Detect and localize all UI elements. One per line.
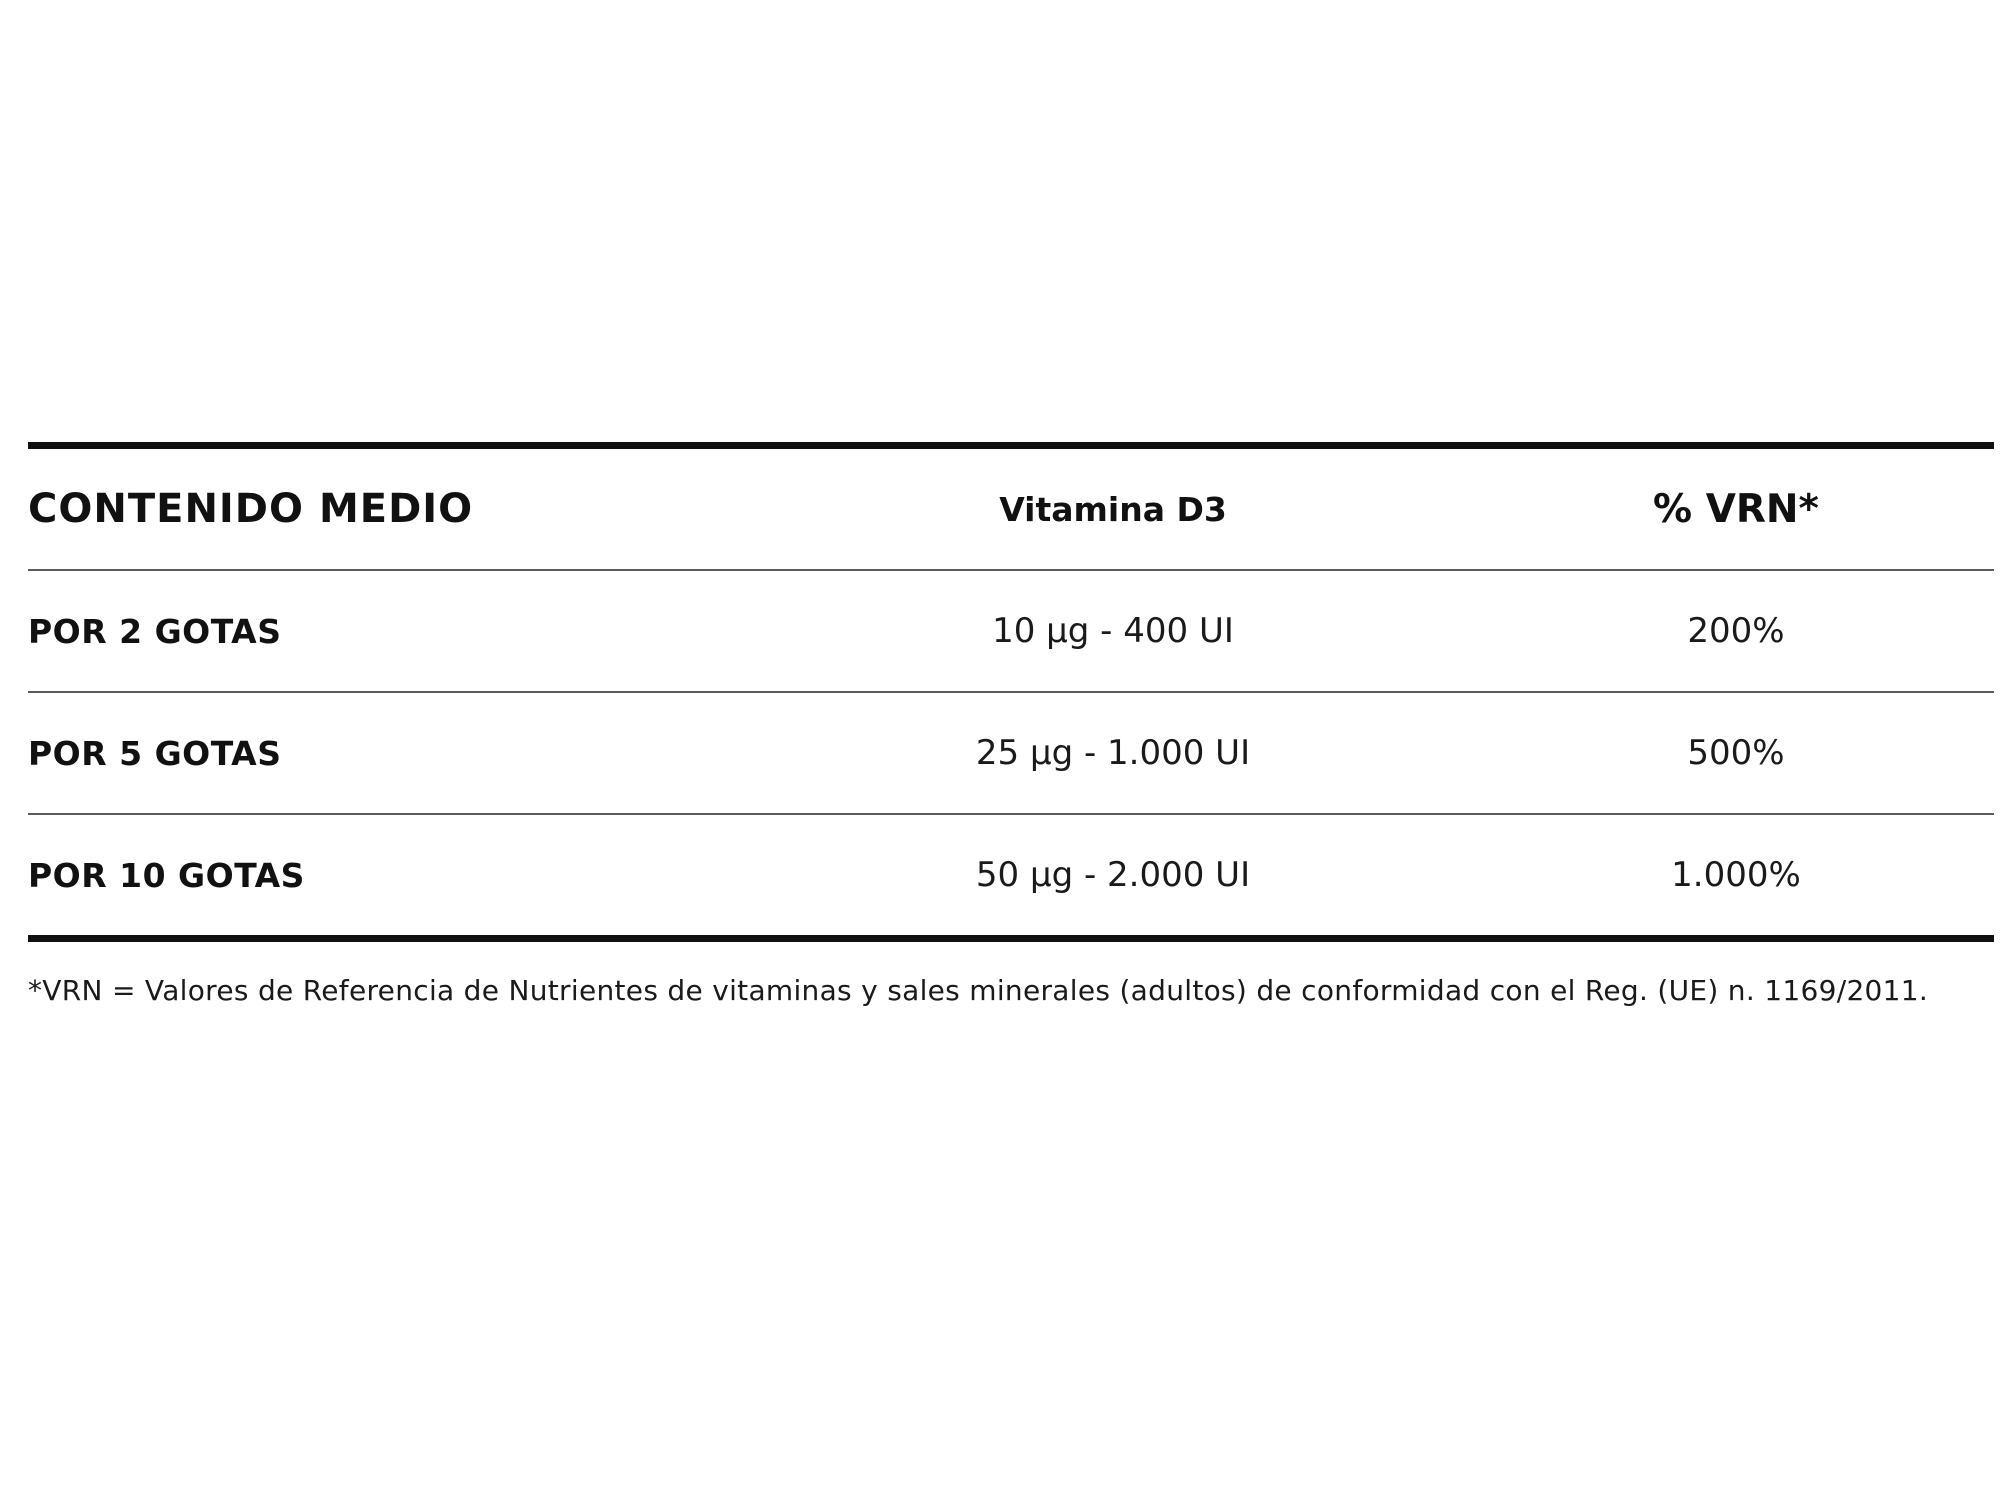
table-top-rule: [28, 442, 1994, 449]
footnote: *VRN = Valores de Referencia de Nutrientes de vitaminas y sales minerales (adultos) de conformidad con el Reg. (UE) n. 1169/2011.: [28, 974, 1929, 1007]
table-bottom-rule: [28, 935, 1994, 942]
header-label: CONTENIDO MEDIO: [28, 486, 474, 532]
row-vitamin-value: 25 µg - 1.000 UI: [975, 733, 1251, 773]
header-vrn: % VRN*: [1653, 486, 1819, 532]
table-row: [28, 693, 1994, 813]
table-header-row: [28, 449, 1994, 569]
row-vrn-value: 500%: [1687, 733, 1785, 773]
row-vitamin-value: 50 µg - 2.000 UI: [975, 855, 1251, 895]
table-row: [28, 571, 1994, 691]
nutrition-table: [28, 442, 1994, 942]
row-vitamin-value: 10 µg - 400 UI: [992, 611, 1234, 651]
row-vrn-value: 1.000%: [1671, 855, 1801, 895]
header-vitamin: Vitamina D3: [999, 489, 1227, 529]
row-label: POR 2 GOTAS: [28, 611, 282, 651]
row-label: POR 5 GOTAS: [28, 733, 282, 773]
row-label: POR 10 GOTAS: [28, 855, 305, 895]
row-vrn-value: 200%: [1687, 611, 1785, 651]
table-row: [28, 815, 1994, 935]
